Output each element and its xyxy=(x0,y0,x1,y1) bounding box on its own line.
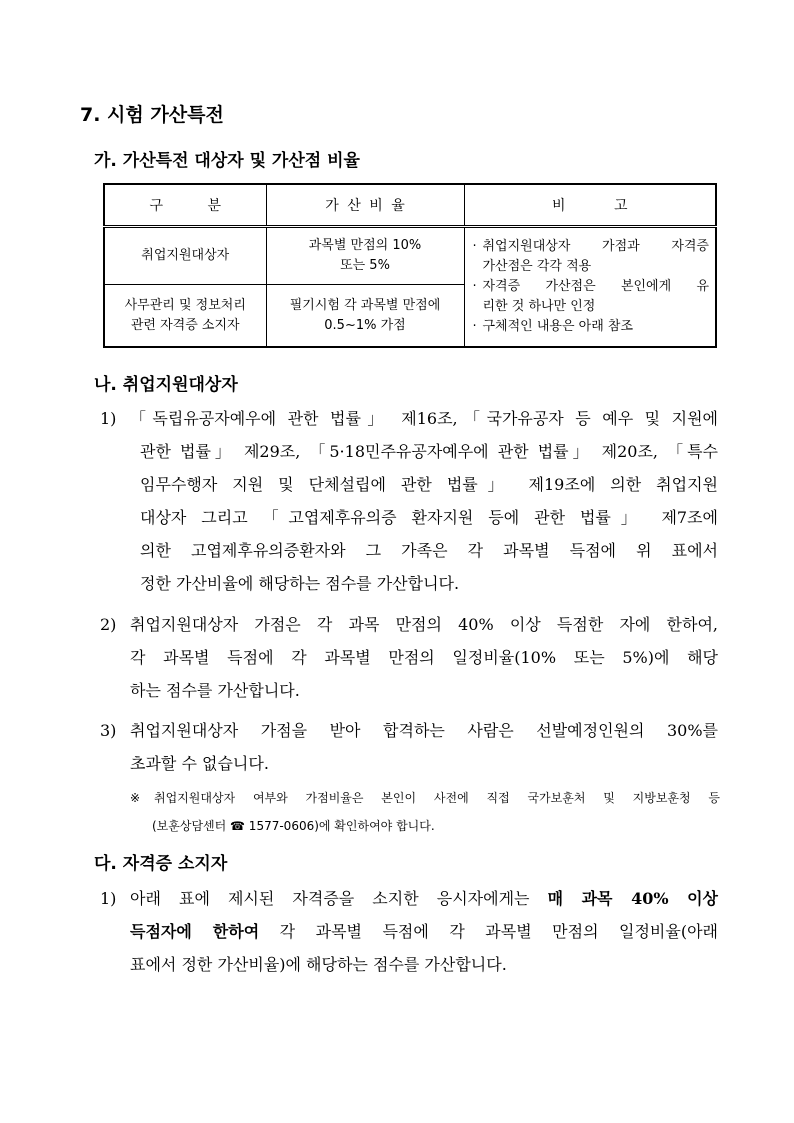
note-item-cont xyxy=(473,297,710,317)
header-note: 비 고 xyxy=(464,184,716,227)
item-number: 2) xyxy=(100,615,117,634)
note-item-cont xyxy=(473,257,710,277)
footnote xyxy=(130,784,720,840)
row2-category-line1: 사무관리 및 정보처리 xyxy=(124,297,246,313)
b2-line3: 하는 점수를 가산합니다. xyxy=(130,681,300,700)
note-1-line1: 취업지원대상자 가점과 자격증 xyxy=(482,239,709,254)
c1-line2-bold: 득점자에 한하여 xyxy=(130,922,260,941)
note-1-line2: 가산점은 각각 적용 xyxy=(482,259,592,274)
paragraph-b1 xyxy=(100,402,718,600)
note-item xyxy=(473,277,710,297)
paragraph-c1 xyxy=(100,882,718,981)
row2-category xyxy=(104,285,266,347)
row1-ratio xyxy=(266,227,464,285)
c1-line1 xyxy=(130,882,718,915)
b1-line1: 「독립유공자예우에 관한 법률」 제16조,「국가유공자 등 예우 및 지원에 xyxy=(130,409,718,428)
footnote-line1: 취업지원대상자 여부와 가점비율은 본인이 사전에 직접 국가보훈처 및 지방보훈청 등 xyxy=(154,791,720,805)
subsection-c-title: 다. 자격증 소지자 xyxy=(94,854,228,874)
item-number: 1) xyxy=(100,409,117,428)
reference-mark-icon: ※ xyxy=(130,791,141,805)
row1-category: 취업지원대상자 xyxy=(104,227,266,285)
table-row xyxy=(104,227,716,285)
header-category: 구 분 xyxy=(104,184,266,227)
bullet-icon: · xyxy=(472,239,477,254)
item-number: 3) xyxy=(100,721,117,740)
bullet-icon: · xyxy=(472,279,477,294)
notes-cell xyxy=(464,227,716,348)
header-ratio: 가 산 비 율 xyxy=(266,184,464,227)
c1-line3: 표에서 정한 가산비율)에 해당하는 점수를 가산합니다. xyxy=(130,955,507,974)
row1-ratio-line1: 과목별 만점의 10% xyxy=(308,238,422,254)
table-header-row xyxy=(104,184,716,227)
note-2-line1: 자격증 가산점은 본인에게 유 xyxy=(482,279,709,294)
bonus-table xyxy=(103,183,717,348)
footnote-line2: (보훈상담센터 ☎ 1577-0606)에 확인하여야 합니다. xyxy=(152,819,435,833)
note-item xyxy=(473,237,710,257)
item-number: 1) xyxy=(100,889,117,908)
c1-line1-text: 아래 표에 제시된 자격증을 소지한 응시자에게는 xyxy=(130,889,548,908)
b2-line1: 취업지원대상자 가점은 각 과목 만점의 40% 이상 득점한 자에 한하여, xyxy=(130,615,718,634)
c1-line1-bold: 매 과목 40% 이상 xyxy=(547,889,719,908)
paragraph-b3 xyxy=(100,714,718,780)
paragraph-b2 xyxy=(100,608,718,707)
b1-line4: 대상자 그리고 「고엽제후유의증 환자지원 등에 관한 법률」 제7조에 xyxy=(140,508,718,527)
section-title: 7. 시험 가산특전 xyxy=(80,104,224,126)
b1-line5: 의한 고엽제후유의증환자와 그 가족은 각 과목별 득점에 위 표에서 xyxy=(140,541,718,560)
b1-line2: 관한 법률」 제29조, 「5·18민주유공자예우에 관한 법률」 제20조, 「특수 xyxy=(140,442,718,461)
subsection-b-title: 나. 취업지원대상자 xyxy=(94,375,238,395)
note-item xyxy=(473,317,710,337)
row2-ratio xyxy=(266,285,464,347)
row2-ratio-line1: 필기시험 각 과목별 만점에 xyxy=(289,297,441,313)
c1-line2-text: 각 과목별 득점에 각 과목별 만점의 일정비율(아래 xyxy=(259,922,718,941)
b3-line2: 초과할 수 없습니다. xyxy=(130,754,269,773)
note-2-line2: 리한 것 하나만 인정 xyxy=(482,299,596,314)
row1-ratio-line2: 또는 5% xyxy=(340,258,390,274)
row2-category-line2: 관련 자격증 소지자 xyxy=(130,317,240,333)
b1-line6: 정한 가산비율에 해당하는 점수를 가산합니다. xyxy=(140,574,460,593)
b2-line2: 각 과목별 득점에 각 과목별 만점의 일정비율(10% 또는 5%)에 해당 xyxy=(130,648,718,667)
c1-line2 xyxy=(130,915,718,948)
b1-line3: 임무수행자 지원 및 단체설립에 관한 법률」 제19조에 의한 취업지원 xyxy=(140,475,718,494)
note-3-line1: 구체적인 내용은 아래 참조 xyxy=(482,319,634,334)
b3-line1: 취업지원대상자 가점을 받아 합격하는 사람은 선발예정인원의 30%를 xyxy=(130,721,718,740)
bullet-icon: · xyxy=(472,319,477,334)
subsection-a-title: 가. 가산특전 대상자 및 가산점 비율 xyxy=(94,151,360,171)
row2-ratio-line2: 0.5~1% 가점 xyxy=(324,317,406,333)
